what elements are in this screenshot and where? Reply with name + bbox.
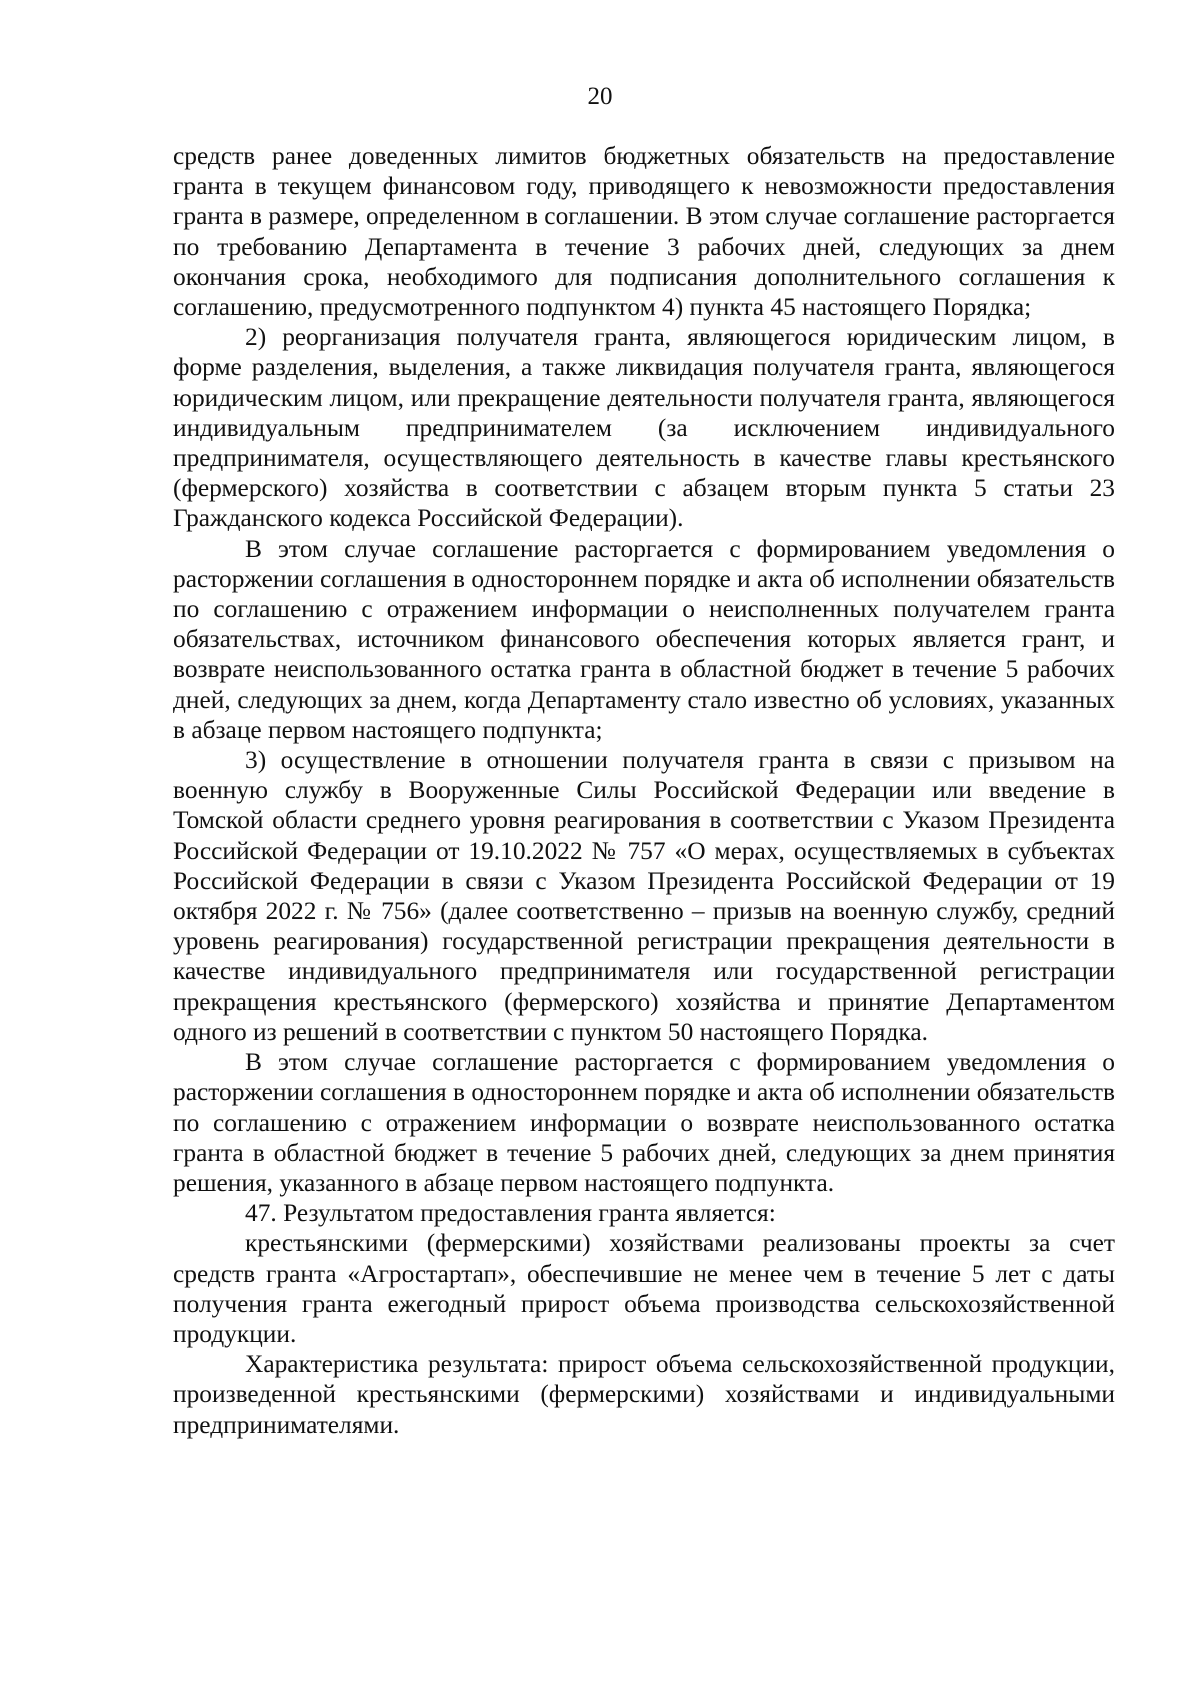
paragraph-continuation: средств ранее доведенных лимитов бюджетных обязательств на предоставление гранта в текущем финансовом году, приводящего к невозможности предоставления гранта в размере, определенном в соглашении. В этом случае соглашение расторгается по требованию Департамента в течение 3 рабочих дней, следующих за днем окончания срока, необходимого для подписания дополнительного соглашения к соглашению, предусмотренного подпунктом 4) пункта 45 настоящего Порядка; — [173, 142, 1115, 322]
paragraph-subitem-2: 2) реорганизация получателя гранта, являющегося юридическим лицом, в форме разделения, выделения, а также ликвидация получателя гранта, являющегося юридическим лицом, или прекращение деятельности получателя гранта, являющегося индивидуальным предпринимателем (за исключением индивидуального предпринимателя, осуществляющего деятельность в качестве главы крестьянского (фермерского) хозяйства в соответствии с абзацем вторым пункта 5 статьи 23 Гражданского кодекса Российской Федерации). — [173, 323, 1115, 533]
paragraph-subitem-2-consequence: В этом случае соглашение расторгается с формированием уведомления о расторжении соглашения в одностороннем порядке и акта об исполнении обязательств по соглашению с отражением информации о неисполненных получателем гранта обязательствах, источником финансового обеспечения которых является грант, и возврате неиспользованного остатка гранта в областной бюджет в течение 5 рабочих дней, следующих за днем, когда Департаменту стало известно об условиях, указанных в абзаце первом настоящего подпункта; — [173, 534, 1115, 744]
paragraph-item-47: 47. Результатом предоставления гранта является: — [245, 1199, 776, 1228]
paragraph-result: крестьянскими (фермерскими) хозяйствами реализованы проекты за счет средств гранта «Агростартап», обеспечившие не менее чем в течение 5 лет с даты получения гранта ежегодный прирост объема производства сельскохозяйственной продукции. — [173, 1229, 1115, 1348]
document-body — [173, 141, 1115, 1440]
paragraph-subitem-3: 3) осуществление в отношении получателя гранта в связи с призывом на военную службу в Вооруженные Силы Российской Федерации или введение в Томской области среднего уровня реагирования в соответствии с Указом Президента Российской Федерации от 19.10.2022 № 757 «О мерах, осуществляемых в субъектах Российской Федерации в связи с Указом Президента Российской Федерации от 19 октября 2022 г. № 756» (далее соответственно – призыв на военную службу, средний уровень реагирования) государственной регистрации прекращения деятельности в качестве индивидуального предпринимателя или государственной регистрации прекращения крестьянского (фермерского) хозяйства и принятие Департаментом одного из решений в соответствии с пунктом 50 настоящего Порядка. — [173, 746, 1115, 1046]
paragraph-result-characteristic: Характеристика результата: прирост объема сельскохозяйственной продукции, произведенной крестьянскими (фермерскими) хозяйствами и индивидуальными предпринимателями. — [173, 1350, 1115, 1439]
page-number: 20 — [587, 83, 613, 110]
paragraph-subitem-3-consequence: В этом случае соглашение расторгается с формированием уведомления о расторжении соглашения в одностороннем порядке и акта об исполнении обязательств по соглашению с отражением информации о возврате неиспользованного остатка гранта в областной бюджет в течение 5 рабочих дней, следующих за днем принятия решения, указанного в абзаце первом настоящего подпункта. — [173, 1048, 1115, 1197]
